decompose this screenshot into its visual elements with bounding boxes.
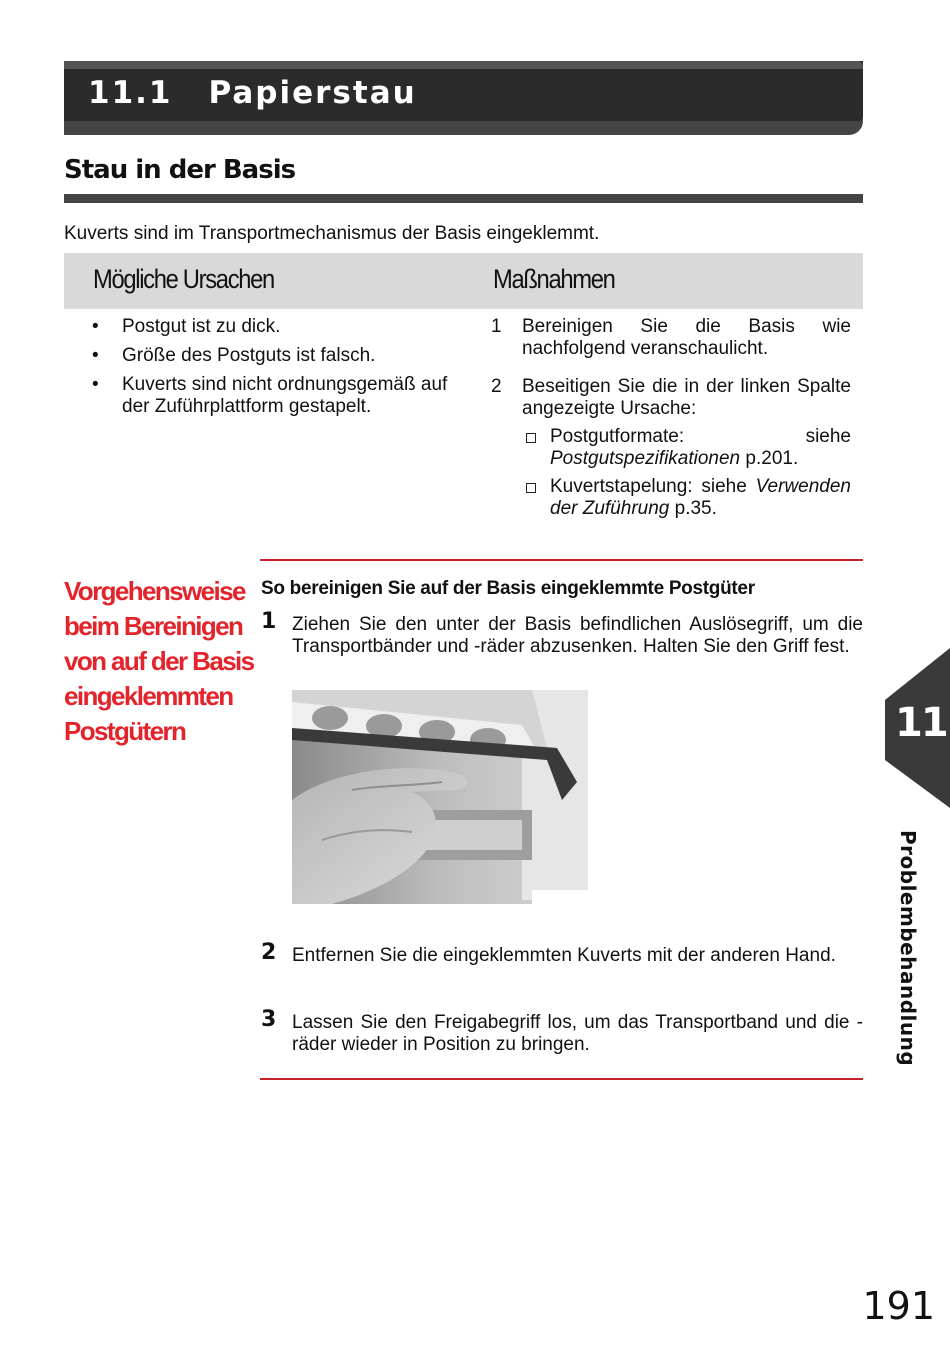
- section-title-text: Papierstau: [208, 75, 417, 111]
- step-number: 2: [261, 940, 277, 965]
- sub-action-label: Kuvertstapelung: siehe: [550, 476, 756, 497]
- section-title: [88, 75, 417, 111]
- sub-action-page: p.201.: [740, 448, 799, 469]
- sub-heading-rule: [64, 194, 863, 203]
- side-title-line: eingeklemmten: [64, 681, 233, 711]
- procedure-title: So bereinigen Sie auf der Basis eingeklemmte Postgüter: [261, 578, 755, 599]
- procedure-side-title: [64, 574, 254, 749]
- action-text: Beseitigen Sie die in der linken Spalte angezeigte Ursache:: [522, 376, 851, 419]
- checkbox-bullet-icon: [526, 433, 536, 443]
- action-number: 1: [491, 316, 502, 337]
- action-text: Bereinigen Sie die Basis wie nachfolgend veranschaulicht.: [522, 316, 851, 359]
- release-handle-photo: [292, 690, 588, 924]
- step-number: 3: [261, 1007, 277, 1032]
- page-number: 191: [862, 1284, 935, 1328]
- actions-list: [491, 316, 851, 536]
- chapter-label: Problembehandlung: [896, 830, 920, 1067]
- action-item: [491, 316, 851, 360]
- side-title-line: Postgütern: [64, 716, 186, 746]
- cross-reference-link[interactable]: Verwenden der Zuführung: [550, 476, 851, 519]
- section-number: 11.1: [88, 75, 173, 111]
- step-text: Lassen Sie den Freigabegriff los, um das Transportband und die -räder wieder in Position zu bringen.: [292, 1012, 863, 1055]
- sub-heading: Stau in der Basis: [64, 155, 296, 185]
- side-title-line: beim Bereinigen: [64, 611, 243, 641]
- section-banner: [64, 61, 863, 135]
- checkbox-bullet-icon: [526, 483, 536, 493]
- causes-column-header: Mögliche Ursachen: [93, 264, 274, 294]
- procedure-step: [261, 1007, 863, 1056]
- step-text: Ziehen Sie den unter der Basis befindlichen Auslösegriff, um die Transportbänder und -räder abzusenken. Halten Sie den Griff fest.: [292, 614, 863, 657]
- action-number: 2: [491, 376, 502, 397]
- causes-list: [92, 316, 462, 425]
- cause-item: • Größe des Postguts ist falsch.: [92, 345, 462, 367]
- side-title-line: Vorgehensweise: [64, 576, 245, 606]
- sub-action-item: [522, 426, 851, 470]
- cause-item: • Postgut ist zu dick.: [92, 316, 462, 338]
- procedure-step: [261, 940, 863, 967]
- cause-item: • Kuverts sind nicht ordnungsgemäß auf der Zuführplattform gestapelt.: [92, 374, 462, 418]
- chapter-number: 11: [895, 700, 947, 746]
- sub-action-label: Postgutformate: siehe: [550, 426, 851, 447]
- sub-action-page: p.35.: [669, 498, 717, 519]
- procedure-step: [261, 609, 863, 658]
- procedure-bottom-rule: [260, 1078, 863, 1080]
- action-item: [491, 376, 851, 520]
- step-number: 1: [261, 609, 277, 634]
- side-title-line: von auf der Basis: [64, 646, 254, 676]
- procedure-top-rule: [260, 559, 863, 561]
- actions-column-header: Maßnahmen: [493, 264, 615, 294]
- cross-reference-link[interactable]: Postgutspezifikationen: [550, 448, 741, 469]
- step-text: Entfernen Sie die eingeklemmten Kuverts mit der anderen Hand.: [292, 945, 836, 966]
- sub-action-item: [522, 476, 851, 520]
- table-header: [64, 253, 863, 309]
- intro-text: Kuverts sind im Transportmechanismus der Basis eingeklemmt.: [64, 223, 600, 244]
- chapter-tab: [885, 648, 950, 808]
